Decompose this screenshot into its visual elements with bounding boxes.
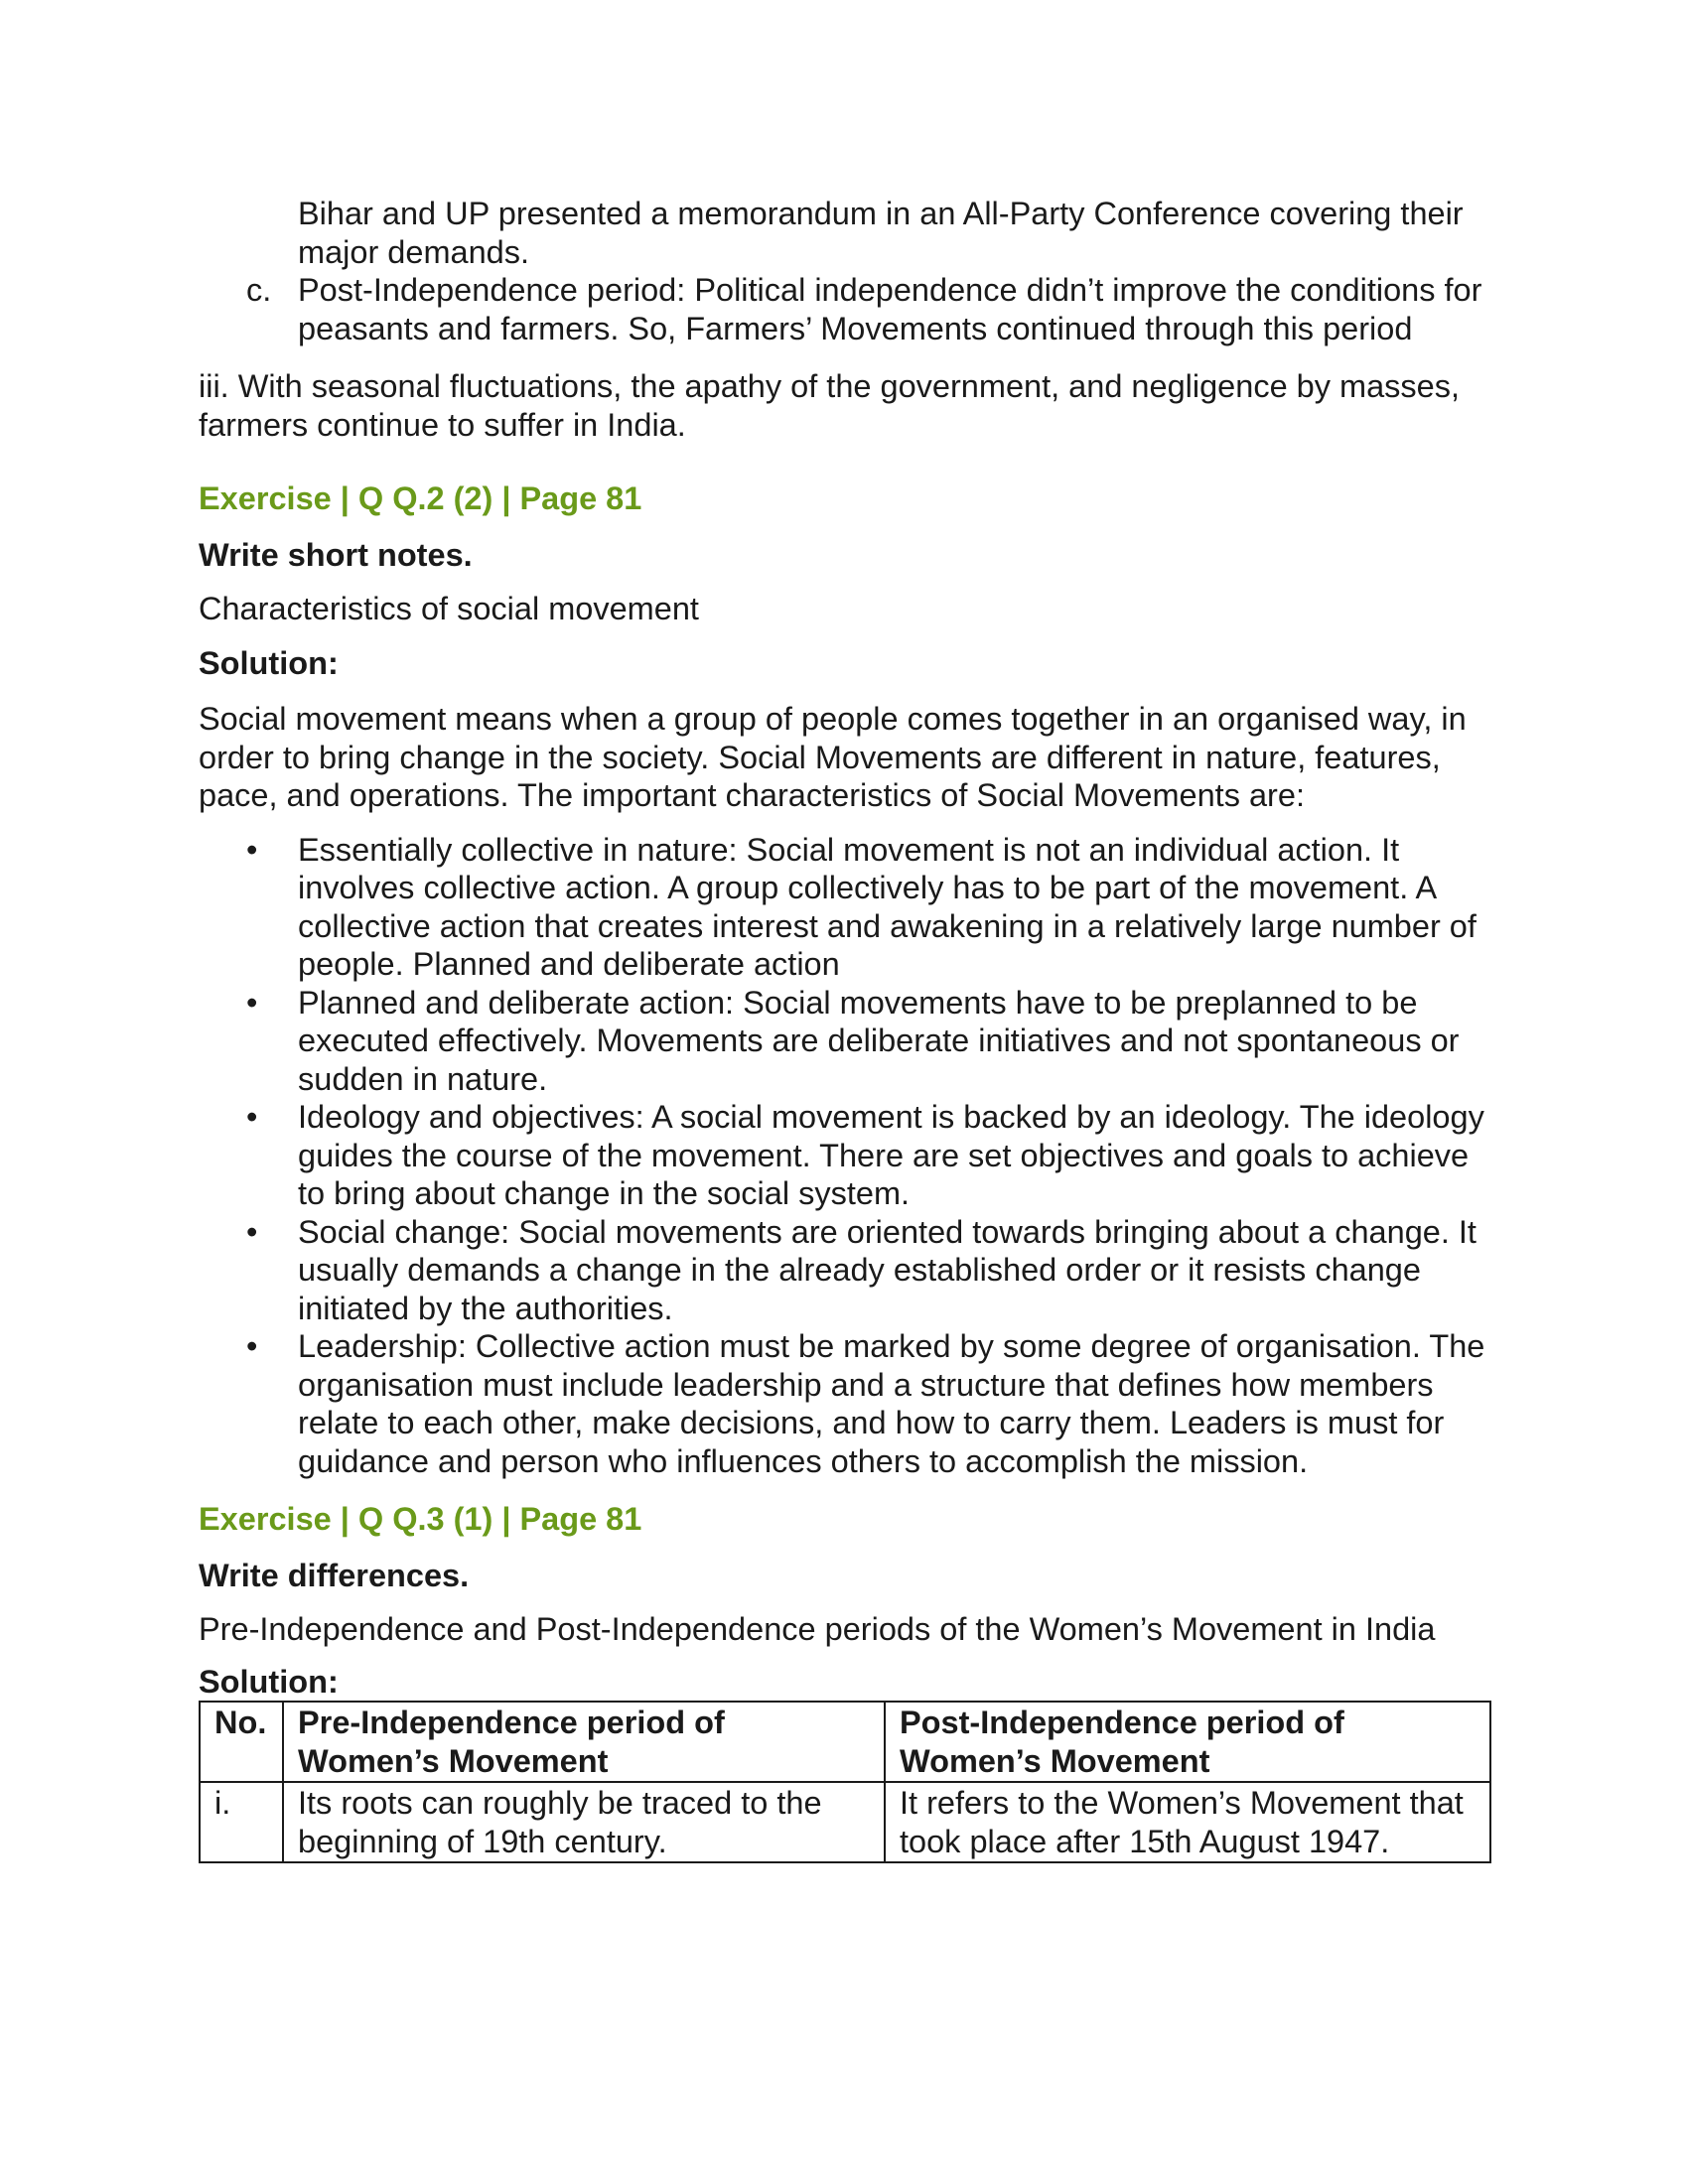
- table-cell: Its roots can roughly be traced to the beginning of 19th century.: [283, 1782, 885, 1862]
- list-item: [199, 984, 1489, 1099]
- list-item-text: Ideology and objectives: A social movement is backed by an ideology. The ideology guides the course of the movement. There are set objectives and goals to achieve to bring about change in the social system.: [298, 1099, 1484, 1211]
- question-instruction: Write differences.: [199, 1557, 470, 1593]
- list-item-text: Leadership: Collective action must be marked by some degree of organisation. The organisation must include leadership and a structure that defines how members relate to each other, make decisions, and how to carry them. Leaders is must for guidance and person who influences others to accomplish the mission.: [298, 1328, 1485, 1479]
- list-item-text: Planned and deliberate action: Social movements have to be preplanned to be executed effectively. Movements are deliberate initiatives and not spontaneous or sudden in nature.: [298, 984, 1460, 1097]
- list-marker: c.: [246, 272, 272, 308]
- solution-intro: Social movement means when a group of people comes together in an organised way, in order to bring change in the society. Social Movements are different in nature, features, pace, and operations. The important characteristics of Social Movements are:: [199, 701, 1467, 813]
- table-row: [200, 1782, 1490, 1862]
- question-prompt: Pre-Independence and Post-Independence periods of the Women’s Movement in India: [199, 1611, 1436, 1647]
- bullet-icon: •: [246, 831, 258, 868]
- list-item: [199, 271, 1489, 347]
- bullet-icon: •: [246, 1328, 258, 1364]
- bullet-icon: •: [246, 984, 258, 1021]
- exercise-heading: Exercise | Q Q.2 (2) | Page 81: [199, 480, 642, 516]
- solution-label: Solution:: [199, 1663, 339, 1700]
- list-item-text: Bihar and UP presented a memorandum in an All-Party Conference covering their major demands.: [298, 196, 1464, 270]
- list-item-text: Post-Independence period: Political independence didn’t improve the conditions for peasants and farmers. So, Farmers’ Movements continued through this period: [298, 272, 1482, 346]
- list-item-text: Social change: Social movements are oriented towards bringing about a change. It usually demands a change in the already established order or it resists change initiated by the authorities.: [298, 1213, 1477, 1326]
- table-header-cell: Post-Independence period of Women’s Movement: [885, 1702, 1490, 1782]
- list-item: [199, 1213, 1489, 1328]
- question-prompt: Characteristics of social movement: [199, 591, 699, 626]
- table-cell: i.: [200, 1782, 283, 1862]
- solution-label: Solution:: [199, 644, 339, 681]
- table-header-row: [200, 1702, 1490, 1782]
- continued-lettered-list: [199, 195, 1489, 347]
- exercise-heading: Exercise | Q Q.3 (1) | Page 81: [199, 1501, 642, 1537]
- table-header-cell: Pre-Independence period of Women’s Movement: [283, 1702, 885, 1782]
- list-item-text: Essentially collective in nature: Social movement is not an individual action. It involves collective action. A group collectively has to be part of the movement. A collective action that creates interest and awakening in a relatively large number of people. Planned and deliberate action: [298, 831, 1477, 982]
- bullet-icon: •: [246, 1213, 258, 1250]
- differences-table: [199, 1701, 1491, 1863]
- table-header-cell: No.: [200, 1702, 283, 1782]
- paragraph-iii: iii. With seasonal fluctuations, the apathy of the government, and negligence by masses, farmers continue to suffer in India.: [199, 368, 1461, 443]
- list-item: [199, 1098, 1489, 1213]
- table-cell: It refers to the Women’s Movement that took place after 15th August 1947.: [885, 1782, 1490, 1862]
- characteristics-list: [199, 831, 1489, 1481]
- bullet-icon: •: [246, 1099, 258, 1135]
- question-instruction: Write short notes.: [199, 536, 473, 573]
- list-item: [199, 831, 1489, 984]
- list-item: [199, 195, 1489, 271]
- document-page: [199, 195, 1489, 1863]
- list-item: [199, 1327, 1489, 1480]
